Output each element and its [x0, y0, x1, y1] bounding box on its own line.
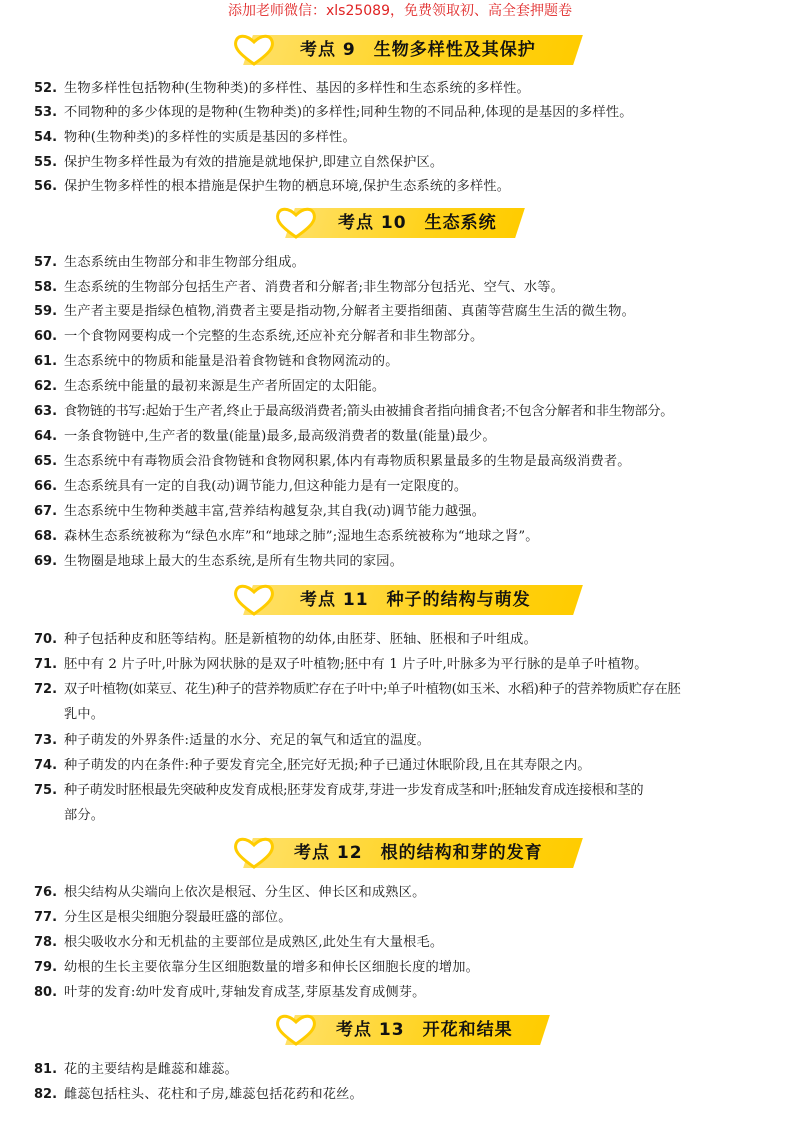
list-item: 78. 根尖吸收水分和无机盐的主要部位是成熟区,此处生有大量根毛。: [34, 935, 444, 950]
heart-icon: [274, 206, 318, 240]
heart-icon: [232, 583, 276, 617]
list-item: 64. 一条食物链中,生产者的数量(能量)最多,最高级消费者的数量(能量)最少。: [34, 429, 496, 444]
list-item: 74. 种子萌发的内在条件:种子要发育完全,胚完好无损;种子已通过休眠阶段,且在其寿限之内。: [34, 758, 591, 773]
list-item: 75. 种子萌发时胚根最先突破种皮发育成根;胚芽发育成芽,芽进一步发育成茎和叶;胚轴发育成连接根和茎的: [34, 783, 644, 798]
list-item: 77. 分生区是根尖细胞分裂最旺盛的部位。: [34, 910, 292, 925]
list-item: 60. 一个食物网要构成一个完整的生态系统,还应补充分解者和非生物部分。: [34, 329, 484, 344]
section-header-11: [0, 580, 800, 620]
list-item: 53. 不同物种的多少体现的是物种(生物种类)的多样性;同种生物的不同品种,体现的是基因的多样性。: [34, 105, 633, 120]
list-item: 76. 根尖结构从尖端向上依次是根冠、分生区、伸长区和成熟区。: [34, 885, 426, 900]
list-item-continued: 部分。: [64, 808, 105, 823]
list-item: 71. 胚中有 2 片子叶,叶脉为网状脉的是双子叶植物;胚中有 1 片子叶,叶脉多为平行脉的是单子叶植物。: [34, 657, 648, 672]
list-item: 66. 生态系统具有一定的自我(动)调节能力,但这种能力是有一定限度的。: [34, 479, 468, 494]
list-item: 82. 雌蕊包括柱头、花柱和子房,雄蕊包括花药和花丝。: [34, 1087, 363, 1102]
watermark-text: 添加老师微信：xls25089，免费领取初、高全套押题卷: [227, 3, 572, 19]
section-header-10: [0, 203, 800, 243]
list-item: 80. 叶芽的发育:幼叶发育成叶,芽轴发育成茎,芽原基发育成侧芽。: [34, 985, 426, 1000]
list-item: 70. 种子包括种皮和胚等结构。胚是新植物的幼体,由胚芽、胚轴、胚根和子叶组成。: [34, 632, 537, 647]
section-title: 考点 9 生物多样性及其保护: [300, 40, 536, 60]
list-item: 54. 物种(生物种类)的多样性的实质是基因的多样性。: [34, 130, 356, 145]
list-item: 68. 森林生态系统被称为“绿色水库”和“地球之肺”;湿地生态系统被称为“地球之肾”。: [34, 529, 539, 544]
heart-icon: [232, 33, 276, 67]
section-title: 考点 13 开花和结果: [336, 1020, 513, 1040]
list-item: 65. 生态系统中有毒物质会沿食物链和食物网积累,体内有毒物质积累量最多的生物是最高级消费者。: [34, 454, 631, 469]
list-item: 62. 生态系统中能量的最初来源是生产者所固定的太阳能。: [34, 379, 386, 394]
section-title: 考点 10 生态系统: [338, 213, 497, 233]
list-item: 57. 生态系统由生物部分和非生物部分组成。: [34, 255, 305, 270]
list-item: 61. 生态系统中的物质和能量是沿着食物链和食物网流动的。: [34, 354, 399, 369]
list-item: 52. 生物多样性包括物种(生物种类)的多样性、基因的多样性和生态系统的多样性。: [34, 81, 530, 96]
section-header-13: [0, 1010, 800, 1050]
list-item: 72. 双子叶植物(如菜豆、花生)种子的营养物质贮存在子叶中;单子叶植物(如玉米、水稻)种子的营养物质贮存在胚: [34, 682, 681, 697]
list-item: 73. 种子萌发的外界条件:适量的水分、充足的氧气和适宜的温度。: [34, 733, 431, 748]
list-item: 81. 花的主要结构是雌蕊和雄蕊。: [34, 1062, 239, 1077]
list-item: 59. 生产者主要是指绿色植物,消费者主要是指动物,分解者主要指细菌、真菌等营腐生生活的微生物。: [34, 304, 636, 319]
heart-icon: [232, 836, 276, 870]
list-item: 55. 保护生物多样性最为有效的措施是就地保护,即建立自然保护区。: [34, 155, 444, 170]
list-item: 79. 幼根的生长主要依靠分生区细胞数量的增多和伸长区细胞长度的增加。: [34, 960, 480, 975]
list-item: 69. 生物圈是地球上最大的生态系统,是所有生物共同的家园。: [34, 554, 404, 569]
section-title: 考点 11 种子的结构与萌发: [300, 590, 531, 610]
section-header-12: [0, 833, 800, 873]
section-header-9: [0, 30, 800, 70]
list-item: 63. 食物链的书写:起始于生产者,终止于最高级消费者;箭头由被捕食者指向捕食者;不包含分解者和非生物部分。: [34, 404, 674, 419]
list-item: 58. 生态系统的生物部分包括生产者、消费者和分解者;非生物部分包括光、空气、水等。: [34, 280, 564, 295]
list-item: 67. 生态系统中生物种类越丰富,营养结构越复杂,其自我(动)调节能力越强。: [34, 504, 486, 519]
list-item: 56. 保护生物多样性的根本措施是保护生物的栖息环境,保护生态系统的多样性。: [34, 179, 511, 194]
heart-icon: [274, 1013, 318, 1047]
section-title: 考点 12 根的结构和芽的发育: [294, 843, 543, 863]
list-item-continued: 乳中。: [64, 707, 105, 722]
